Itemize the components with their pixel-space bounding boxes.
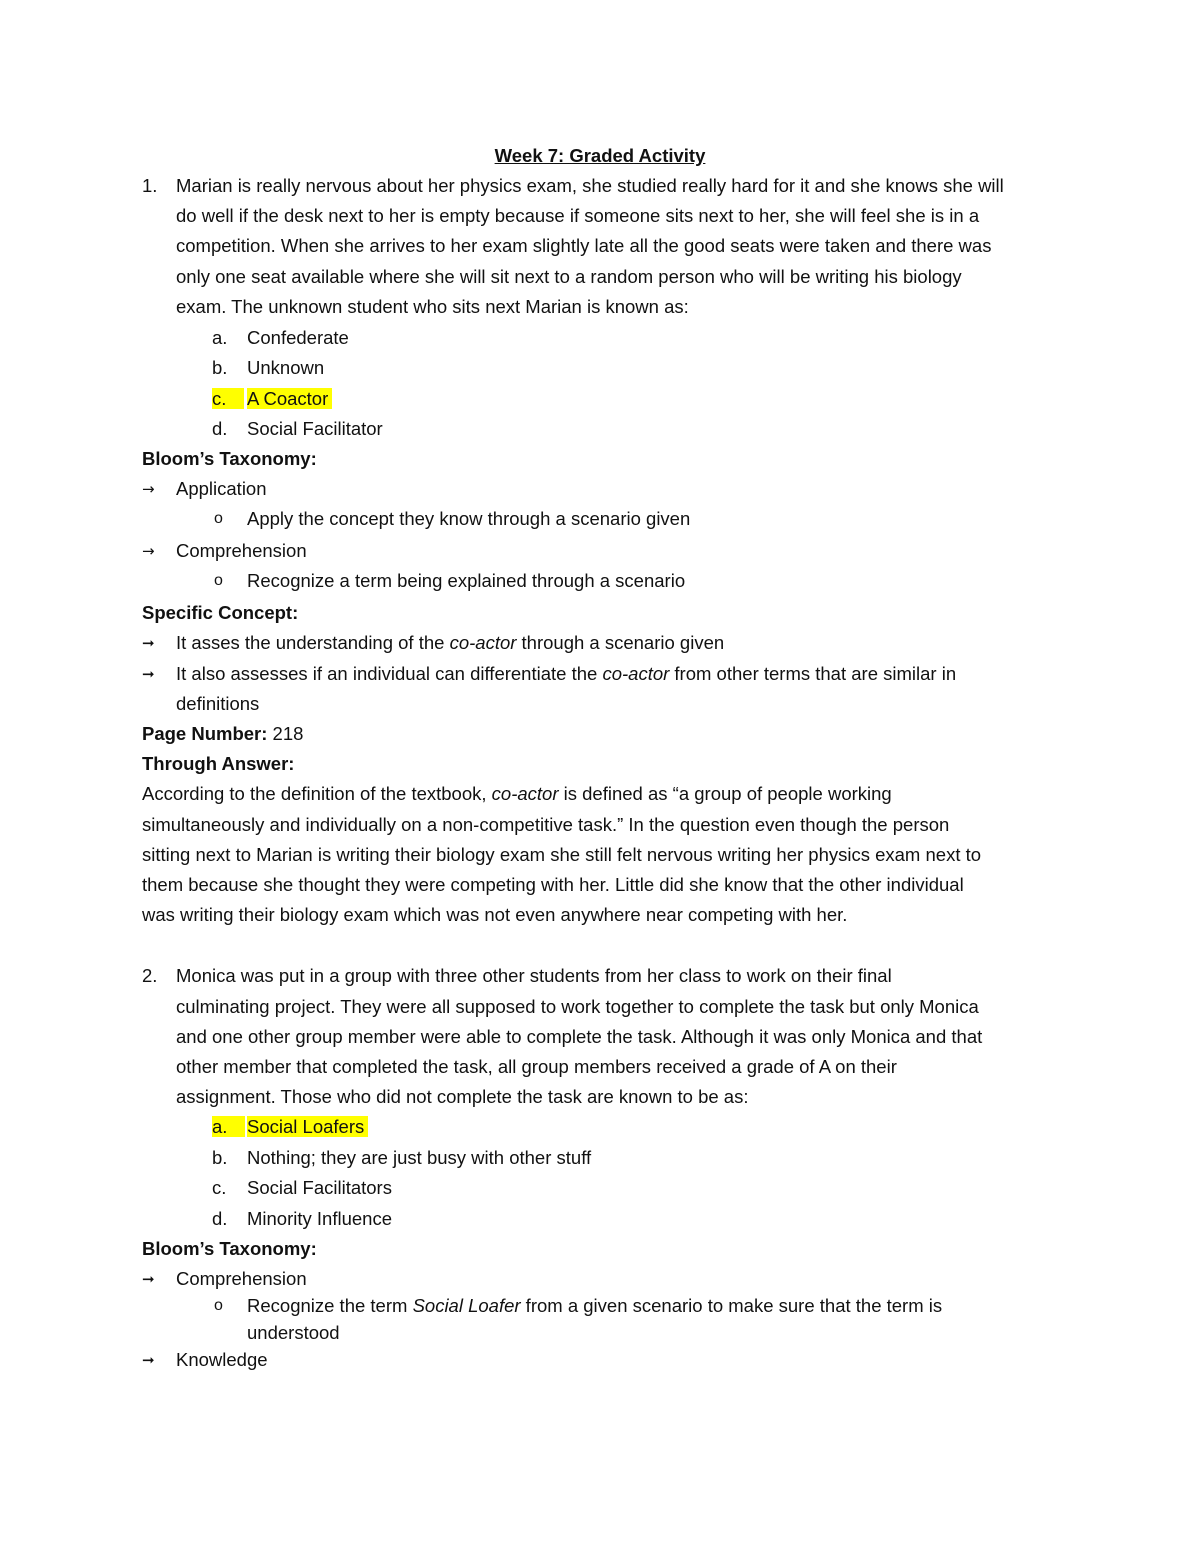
concept-item-cont: definitions	[176, 693, 260, 714]
highlight: c.	[212, 388, 244, 409]
question-number: 1.	[142, 175, 158, 196]
blooms-level: Application	[176, 478, 267, 499]
option-text: Social Facilitators	[247, 1177, 392, 1198]
highlight: a.	[212, 1116, 245, 1137]
question-stem-line: and one other group member were able to complete the task. Although it was only Monica and that	[176, 1026, 983, 1047]
option-text: Minority Influence	[247, 1208, 392, 1229]
blooms-detail: Apply the concept they know through a scenario given	[247, 508, 691, 529]
question-number: 2.	[142, 965, 158, 986]
page-number-line	[142, 721, 303, 747]
question-stem-line: exam. The unknown student who sits next Marian is known as:	[176, 296, 689, 317]
question-stem-line: culminating project. They were all supposed to work together to complete the task but only Monica	[176, 996, 979, 1017]
question-stem-line: Marian is really nervous about her physics exam, she studied really hard for it and she knows she will	[176, 175, 1004, 196]
option-letter: b.	[212, 357, 228, 378]
option-text: Confederate	[247, 327, 349, 348]
answer-text: is defined as “a group of people working	[558, 783, 892, 804]
concept-text: through a scenario given	[516, 632, 725, 653]
page-title: Week 7: Graded Activity	[494, 145, 706, 166]
option-letter: c.	[212, 1177, 227, 1198]
blooms-heading: Bloom’s Taxonomy:	[142, 1238, 317, 1259]
option-letter: d.	[212, 418, 228, 439]
detail-term: Social Loafer	[412, 1295, 521, 1316]
arrow-icon: ➞	[142, 634, 155, 652]
arrow-icon: ➞	[142, 665, 155, 683]
concept-heading: Specific Concept:	[142, 602, 299, 623]
highlight: Social Loafers	[247, 1116, 368, 1137]
concept-text: from other terms that are similar in	[669, 663, 957, 684]
blooms-detail-cont: understood	[247, 1322, 340, 1343]
answer-text: According to the definition of the textbook,	[142, 783, 492, 804]
blooms-detail	[247, 1293, 942, 1319]
option-text: Social Facilitator	[247, 418, 383, 439]
option-letter: a.	[212, 327, 228, 348]
option-text: Unknown	[247, 357, 325, 378]
option-letter: b.	[212, 1147, 228, 1168]
correct-option-letter	[212, 1114, 245, 1140]
blooms-level: Knowledge	[176, 1349, 268, 1370]
blooms-level: Comprehension	[176, 540, 307, 561]
arrow-icon: →	[142, 480, 155, 498]
bullet-icon: o	[214, 1297, 223, 1314]
question-stem-line: Monica was put in a group with three other students from her class to work on their final	[176, 965, 892, 986]
concept-text: It also assesses if an individual can differentiate the	[176, 663, 603, 684]
arrow-icon: ➞	[142, 1270, 155, 1288]
concept-term: co-actor	[449, 632, 517, 653]
arrow-icon: ➞	[142, 1351, 155, 1369]
correct-option-text	[247, 1114, 368, 1140]
option-text: Nothing; they are just busy with other stuff	[247, 1147, 592, 1168]
correct-option-letter	[212, 386, 244, 412]
question-stem-line: do well if the desk next to her is empty because if someone sits next to her, she will feel she is in a	[176, 205, 980, 226]
answer-line: was writing their biology exam which was not even anywhere near competing with her.	[142, 904, 848, 925]
answer-heading: Through Answer:	[142, 753, 295, 774]
highlight: A Coactor	[247, 388, 332, 409]
question-stem-line: other member that completed the task, all group members received a grade of A on their	[176, 1056, 897, 1077]
page-number-value: 218	[267, 723, 304, 744]
blooms-level: Comprehension	[176, 1268, 307, 1289]
concept-item	[176, 630, 724, 656]
blooms-detail: Recognize a term being explained through a scenario	[247, 570, 686, 591]
question-stem-line: assignment. Those who did not complete the task are known to be as:	[176, 1086, 749, 1107]
arrow-icon: →	[142, 542, 155, 560]
page-number-label: Page Number:	[142, 723, 268, 744]
correct-option-text	[247, 386, 332, 412]
detail-text: from a given scenario to make sure that the term is	[520, 1295, 943, 1316]
answer-line: simultaneously and individually on a non-competitive task.” In the question even though the person	[142, 814, 950, 835]
bullet-icon: o	[214, 572, 223, 589]
answer-line	[142, 781, 892, 807]
answer-term: co-actor	[491, 783, 559, 804]
concept-item	[176, 661, 956, 687]
detail-text: Recognize the term	[247, 1295, 413, 1316]
question-stem-line: competition. When she arrives to her exam slightly late all the good seats were taken and there was	[176, 235, 992, 256]
answer-line: sitting next to Marian is writing their biology exam she still felt nervous writing her physics exam next to	[142, 844, 982, 865]
question-stem-line: only one seat available where she will sit next to a random person who will be writing his biology	[176, 266, 962, 287]
blooms-heading: Bloom’s Taxonomy:	[142, 448, 317, 469]
concept-text: It asses the understanding of the	[176, 632, 450, 653]
concept-term: co-actor	[602, 663, 670, 684]
bullet-icon: o	[214, 510, 223, 527]
answer-line: them because she thought they were competing with her. Little did she know that the other individual	[142, 874, 964, 895]
option-letter: d.	[212, 1208, 228, 1229]
